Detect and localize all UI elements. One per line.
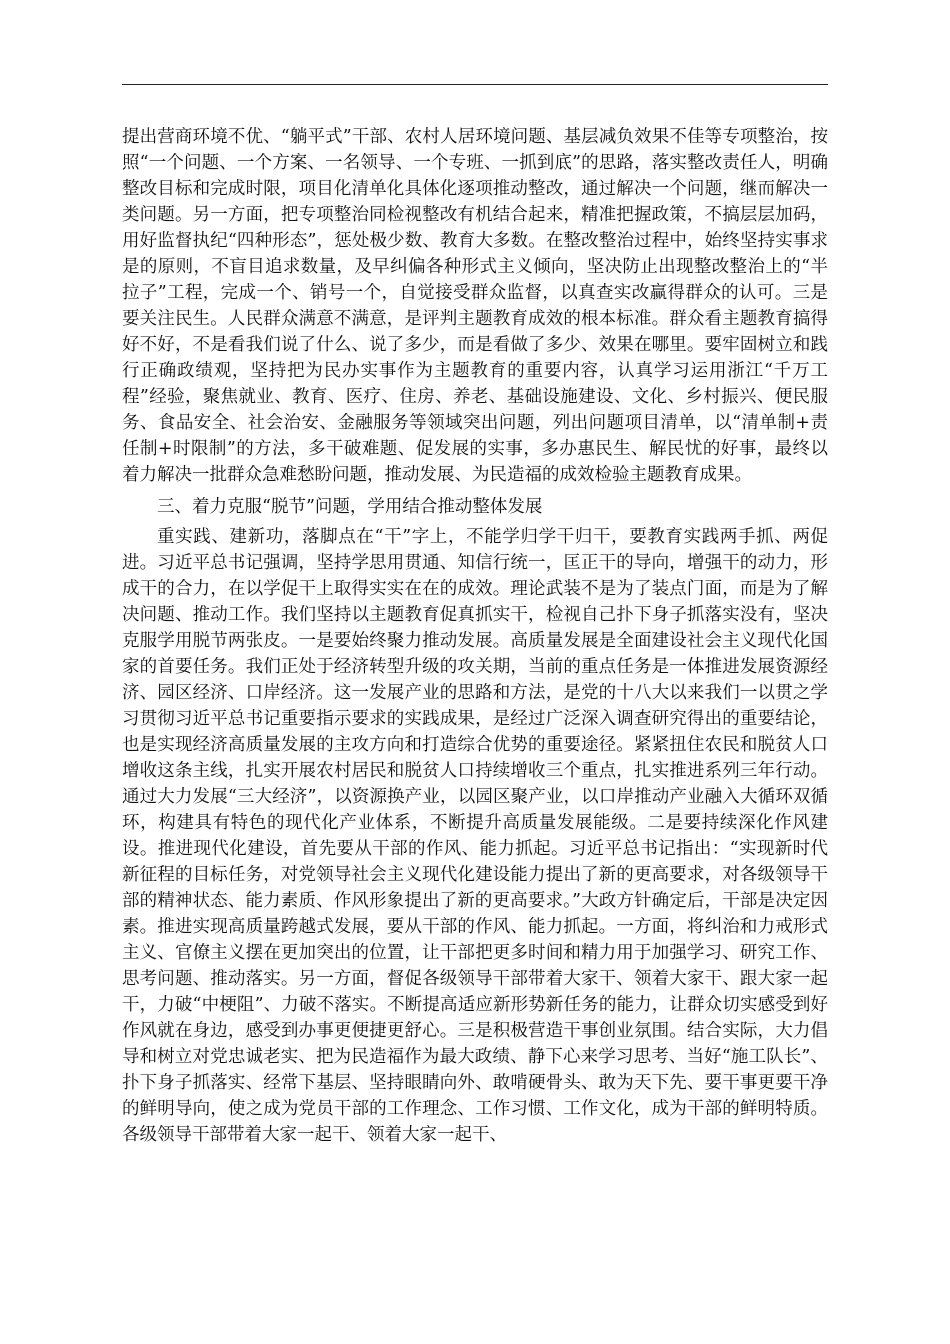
paragraph-body: 重实践、建新功，落脚点在“干”字上，不能学归学干归干，要教育实践两手抓、两促进。习近平总书记强调，坚持学思用贯通、知信行统一，匡正干的导向，增强干的动力，形成干的合力，在以学促干上取得实实在在的成效。理论武装不是为了装点门面，而是为了解决问题、推动工作。我们坚持以主题教育促真抓实干，检视自己扑下身子抓落实没有，坚决克服学用脱节两张皮。一是要始终聚力推动发展。高质量发展是全面建设社会主义现代化国家的首要任务。我们正处于经济转型升级的攻关期，当前的重点任务是一体推进发展资源经济、园区经济、口岸经济。这一发展产业的思路和方法，是党的十八大以来我们一以贯之学习贯彻习近平总书记重要指示要求的实践成果，是经过广泛深入调查研究得出的重要结论，也是实现经济高质量发展的主攻方向和打造综合优势的重要途径。紧紧扭住农民和脱贫人口增收这条主线，扎实开展农村居民和脱贫人口持续增收三个重点，扎实推进系列三年行动。通过大力发展“三大经济”，以资源换产业，以园区聚产业，以口岸推动产业融入大循环双循环，构建具有特色的现代化产业体系，不断提升高质量发展能级。二是要持续深化作风建设。推进现代化建设，首先要从干部的作风、能力抓起。习近平总书记指出：“实现新时代新征程的目标任务，对党领导社会主义现代化建设能力提出了新的更高要求，对各级领导干部的精神状态、能力素质、作风形象提出了新的更高要求。”大政方针确定后，干部是决定因素。推进实现高质量跨越式发展，要从干部的作风、能力抓起。一方面，将纠治和力戒形式主义、官僚主义摆在更加突出的位置，让干部把更多时间和精力用于加强学习、研究工作、思考问题、推动落实。另一方面，督促各级领导干部带着大家干、领着大家干、跟大家一起干，力破“中梗阻”、力破不落实。不断提高适应新形势新任务的能力，让群众切实感受到好作风就在身边，感受到办事更便捷更舒心。三是积极营造干事创业氛围。结合实际，大力倡导和树立对党忠诚老实、把为民造福作为最大政绩、静下心来学习思考、当好“施工队长”、扑下身子抓落实、经常下基层、坚持眼睛向外、敢啃硬骨头、敢为天下先、要干事更要干净的鲜明导向，使之成为党员干部的工作理念、工作习惯、工作文化，成为干部的鲜明特质。各级领导干部带着大家一起干、领着大家一起干、 [122,527,828,1145]
document-body [122,124,828,1148]
paragraph-continuation: 提出营商环境不优、“躺平式”干部、农村人居环境问题、基层减负效果不佳等专项整治，按照“一个问题、一个方案、一名领导、一个专班、一抓到底”的思路，落实整改责任人，明确整改目标和完成时限，项目化清单化具体化逐项推动整改，通过解决一个问题，继而解决一类问题。另一方面，把专项整治同检视整改有机结合起来，精准把握政策，不搞层层加码，用好监督执纪“四种形态”，惩处极少数、教育大多数。在整改整治过程中，始终坚持实事求是的原则，不盲目追求数量，及早纠偏各种形式主义倾向，坚决防止出现整改整治上的“半拉子”工程，完成一个、销号一个，自觉接受群众监督，以真查实改赢得群众的认可。三是要关注民生。人民群众满意不满意，是评判主题教育成效的根本标准。群众看主题教育搞得好不好，不是看我们说了什么、说了多少，而是看做了多少、效果在哪里。要牢固树立和践行正确政绩观，坚持把为民办实事作为主题教育的重要内容，认真学习运用浙江“千万工程”经验，聚焦就业、教育、医疗、住房、养老、基础设施建设、文化、乡村振兴、便民服务、食品安全、社会治安、金融服务等领域突出问题，列出问题项目清单，以“清单制+责任制+时限制”的方法，多干破难题、促发展的实事，多办惠民生、解民忧的好事，最终以着力解决一批群众急难愁盼问题，推动发展、为民造福的成效检验主题教育成果。 [122,127,828,485]
section-heading: 三、着力克服“脱节”问题，学用结合推动整体发展 [157,497,543,517]
header-rule [122,84,828,85]
